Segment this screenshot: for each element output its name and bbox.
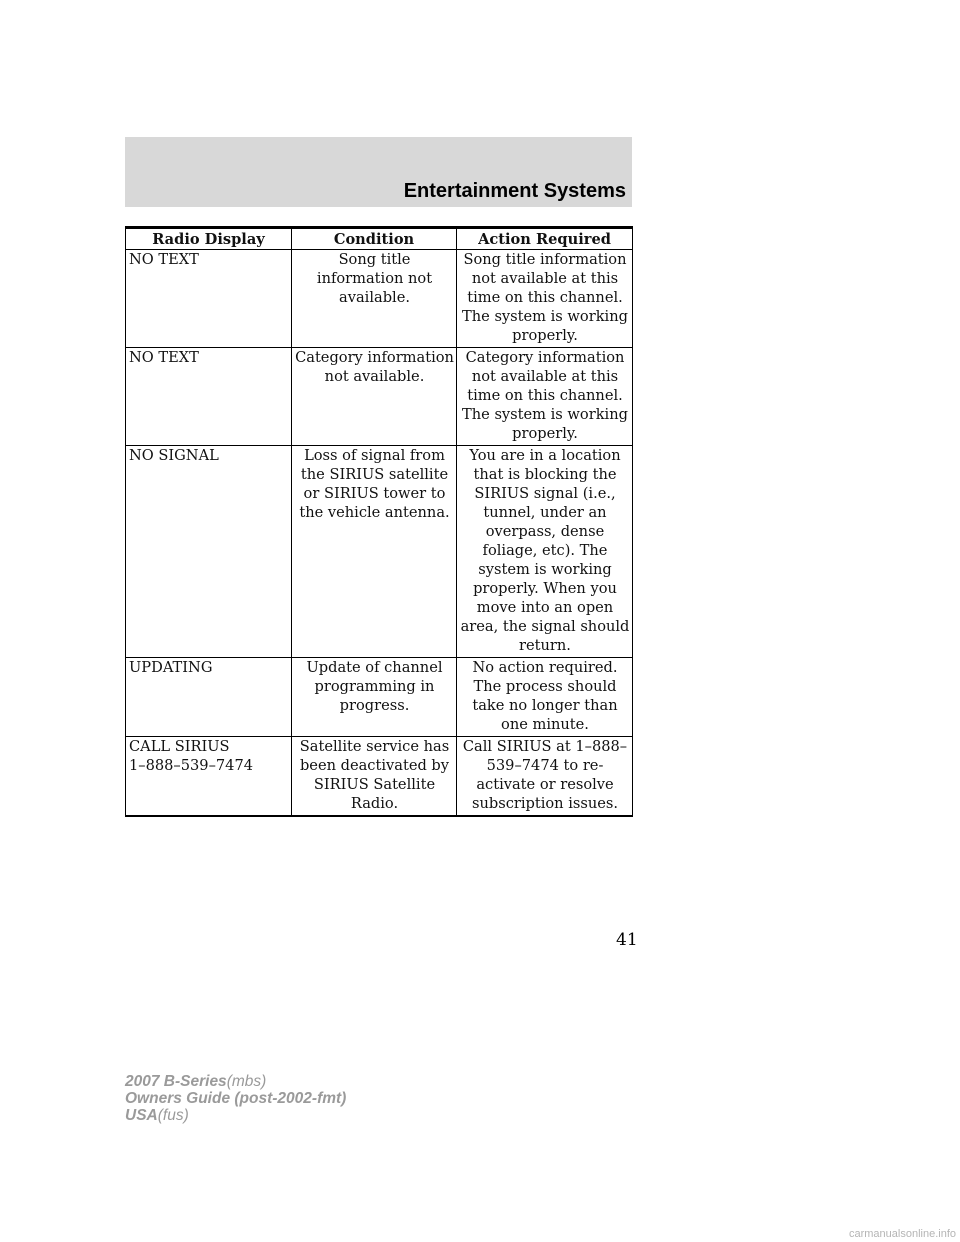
- cell-radio-display-line1: CALL SIRIUS: [129, 738, 230, 755]
- radio-display-table-wrapper: [125, 226, 632, 817]
- column-header-radio-display: Radio Display: [126, 228, 292, 250]
- document-footer: [125, 1073, 346, 1124]
- cell-radio-display: [126, 737, 292, 817]
- footer-line-1: [125, 1073, 346, 1090]
- cell-radio-display-line2: 1–888–539–7474: [129, 757, 254, 774]
- page-number: 41: [616, 930, 638, 950]
- column-header-action-required: Action Required: [457, 228, 633, 250]
- cell-action-required: No action required. The process should take no longer than one minute.: [457, 658, 633, 737]
- cell-radio-display: UPDATING: [126, 658, 292, 737]
- footer-line-3: [125, 1107, 346, 1124]
- cell-radio-display: NO TEXT: [126, 250, 292, 348]
- footer-market: USA: [125, 1107, 158, 1124]
- cell-condition: Loss of signal from the SIRIUS satellite or SIRIUS tower to the vehicle antenna.: [292, 446, 457, 658]
- table-row: [126, 658, 633, 737]
- cell-condition: Category information not available.: [292, 348, 457, 446]
- table-row: [126, 250, 633, 348]
- table-header-row: [126, 228, 633, 250]
- cell-condition: Update of channel programming in progress.: [292, 658, 457, 737]
- footer-market-code: (fus): [157, 1107, 189, 1124]
- cell-radio-display: NO TEXT: [126, 348, 292, 446]
- table-row: [126, 737, 633, 817]
- footer-line-2: [125, 1090, 346, 1107]
- radio-display-table: [125, 226, 633, 817]
- cell-radio-display: NO SIGNAL: [126, 446, 292, 658]
- cell-action-required: Song title information not available at this time on this channel. The system is working properly.: [457, 250, 633, 348]
- section-title: Entertainment Systems: [403, 180, 626, 202]
- column-header-condition: Condition: [292, 228, 457, 250]
- footer-model: 2007 B-Series: [125, 1073, 227, 1090]
- section-header-band: [125, 137, 632, 207]
- cell-action-required: Call SIRIUS at 1–888–539–7474 to re-activate or resolve subscription issues.: [457, 737, 633, 817]
- table-row: [126, 348, 633, 446]
- site-watermark[interactable]: carmanualsonline.info: [848, 1228, 956, 1240]
- footer-model-code: (mbs): [226, 1073, 267, 1090]
- cell-condition: Song title information not available.: [292, 250, 457, 348]
- footer-guide-format: Owners Guide (post-2002-fmt): [125, 1090, 347, 1107]
- cell-action-required: You are in a location that is blocking the SIRIUS signal (i.e., tunnel, under an overpass, dense foliage, etc). The system is working properly. When you move into an open area, the signal should return.: [457, 446, 633, 658]
- table-row: [126, 446, 633, 658]
- cell-condition: Satellite service has been deactivated by SIRIUS Satellite Radio.: [292, 737, 457, 817]
- cell-action-required: Category information not available at this time on this channel. The system is working properly.: [457, 348, 633, 446]
